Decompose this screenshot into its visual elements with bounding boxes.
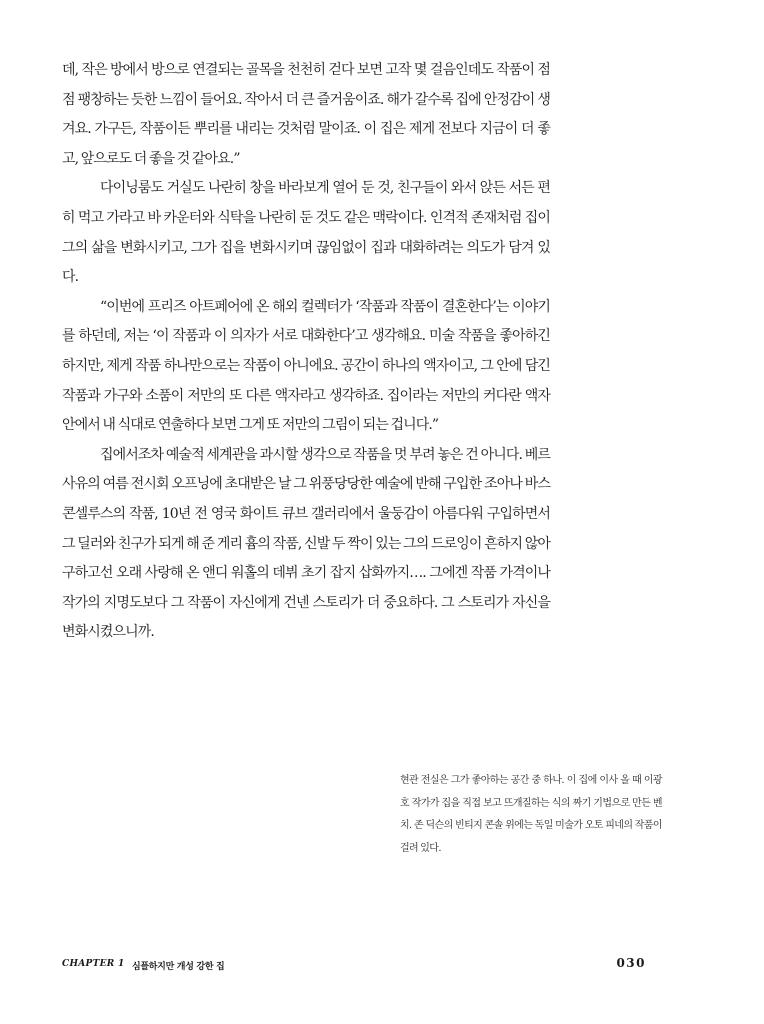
footer-chapter-title: 심플하지만 개성 강한 집 (132, 962, 225, 972)
page-number: 030 (616, 956, 646, 970)
paragraph-3: “이번에 프리즈 아트페어에 온 해외 컬렉터가 ‘작품과 작품이 결혼한다’는 이야기를 하던데, 저는 ‘이 작품과 이 의자가 서로 대화한다’고 생각해요. 미술 작품을 좋아하긴 하지만, 제게 작품 하나만으로는 작품이 아니에요. 공간이 하나의 액자이고, 그 안에 담긴 작품과 가구와 소품이 저만의 또 다른 액자라고 생각하죠. 집이라는 저만의 커다란 액자 안에서 내 식대로 연출하다 보면 그게 또 저만의 그림이 되는 겁니다.” (62, 298, 550, 434)
paragraph-4: 집에서조차 예술적 세계관을 과시할 생각으로 작품을 멋 부려 놓은 건 아니다. 베르사유의 여름 전시회 오프닝에 초대받은 날 그 위풍당당한 예술에 반해 구입한 조아나 바스콘셀루스의 작품, 10년 전 영국 화이트 큐브 갤러리에서 울둥감이 아름다워 구입하면서 그 딜러와 친구가 되게 해 준 게리 흄의 작품, 신발 두 짝이 있는 그의 드로잉이 흔하지 않아 구하고선 오래 사랑해 온 앤디 워홀의 데뷔 초기 잡지 삽화까지…. 그에겐 작품 가격이나 작가의 지명도보다 그 작품이 자신에게 건넨 스토리가 더 중요하다. 그 스토리가 자신을 변화시켰으니까. (62, 446, 550, 641)
body-text (62, 56, 550, 648)
footer-chapter-label: CHAPTER 1 (62, 959, 125, 969)
paragraph-1: 데, 작은 방에서 방으로 연결되는 골목을 천천히 걷다 보면 고작 몇 걸음인데도 작품이 점점 팽창하는 듯한 느낌이 들어요. 작아서 더 큰 즐거움이죠. 해가 갈수록 집에 안정감이 생겨요. 가구든, 작품이든 뿌리를 내리는 것처럼 말이죠. 이 집은 제게 전보다 지금이 더 좋고, 앞으로도 더 좋을 것 같아요.” (62, 62, 550, 167)
photo-caption: 현관 전실은 그가 좋아하는 공간 중 하나. 이 집에 이사 올 때 이광호 작가가 집을 직접 보고 뜨개질하는 식의 짜기 기법으로 만든 벤치. 존 딕슨의 빈티지 콘솔 위에는 독일 미술가 오토 피네의 작품이 걸려 있다. (400, 775, 662, 854)
paragraph-2: 다이닝룸도 거실도 나란히 창을 바라보게 열어 둔 것, 친구들이 와서 앉든 서든 편히 먹고 가라고 바 카운터와 식탁을 나란히 둔 것도 같은 맥락이다. 인격적 존재처럼 집이 그의 삶을 변화시키고, 그가 집을 변화시키며 끊임없이 집과 대화하려는 의도가 담겨 있다. (62, 180, 550, 286)
